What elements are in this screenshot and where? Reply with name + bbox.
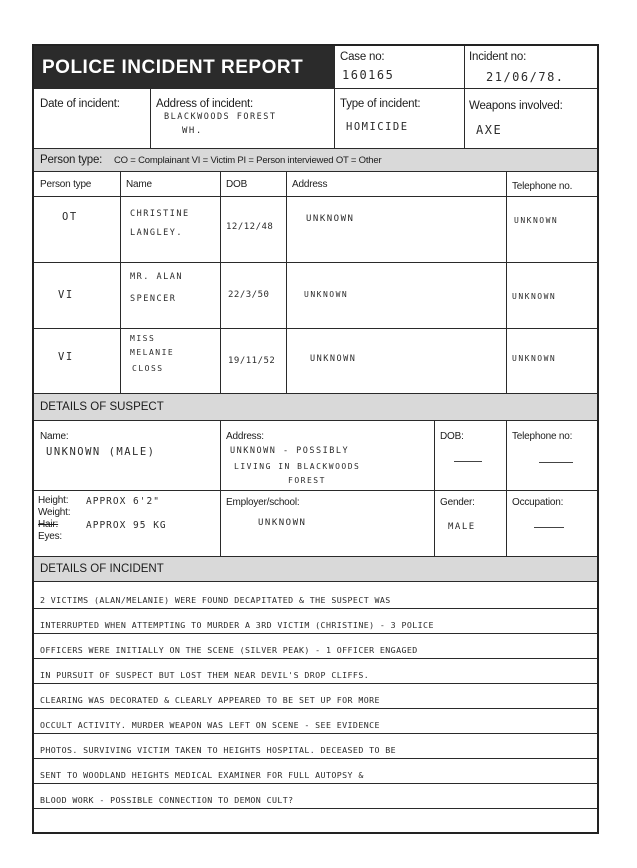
incident-line-3: OFFICERS WERE INITIALLY ON THE SCENE (SILVER PEAK) - 1 OFFICER ENGAGED — [40, 645, 418, 655]
col-person-type: Person type — [40, 179, 92, 190]
incident-line-9: BLOOD WORK - POSSIBLE CONNECTION TO DEMON CULT? — [40, 795, 294, 805]
height-label: Height: — [38, 495, 69, 506]
person-2-type: VI — [58, 289, 74, 301]
person-2-dob: 22/3/50 — [228, 290, 270, 300]
suspect-dob-label: DOB: — [440, 431, 464, 442]
suspect-address-value-2: LIVING IN BLACKWOODS — [234, 462, 361, 471]
suspect-phone-label: Telephone no: — [512, 431, 573, 442]
occupation-label: Occupation: — [512, 497, 564, 508]
person-3-type: VI — [58, 351, 74, 363]
person-1-name-2: LANGLEY. — [130, 228, 183, 238]
employer-label: Employer/school: — [226, 497, 300, 508]
incident-line-1: 2 VICTIMS (ALAN/MELANIE) WERE FOUND DECAPITATED & THE SUSPECT WAS — [40, 595, 391, 605]
incident-line-7: PHOTOS. SURVIVING VICTIM TAKEN TO HEIGHTS HOSPITAL. DECEASED TO BE — [40, 745, 397, 755]
suspect-address-value-3: FOREST — [288, 476, 326, 485]
occupation-blank — [534, 527, 564, 528]
col-dob: DOB — [226, 179, 248, 190]
weight-label: Weight: — [38, 507, 71, 518]
incident-report-form — [32, 44, 599, 834]
person-type-legend: CO = Complainant VI = Victim PI = Person interviewed OT = Other — [114, 155, 382, 166]
suspect-address-label: Address: — [226, 431, 264, 442]
report-title: POLICE INCIDENT REPORT — [42, 57, 304, 78]
person-3-address: UNKNOWN — [310, 354, 357, 364]
incident-section-title: DETAILS OF INCIDENT — [40, 563, 164, 575]
type-of-incident-value: HOMICIDE — [346, 121, 409, 133]
person-3-name-1: MISS — [130, 334, 156, 343]
eyes-label: Eyes: — [38, 531, 63, 542]
person-3-phone: UNKNOWN — [512, 354, 557, 363]
suspect-section-title: DETAILS OF SUSPECT — [40, 401, 164, 413]
person-type-legend-title: Person type: — [40, 154, 103, 166]
person-1-phone: UNKNOWN — [514, 216, 559, 225]
address-of-incident-label: Address of incident: — [156, 98, 254, 110]
case-no-value: 160165 — [342, 68, 395, 82]
incident-line-8: SENT TO WOODLAND HEIGHTS MEDICAL EXAMINER FOR FULL AUTOPSY & — [40, 770, 364, 780]
hair-label: Hair: — [38, 519, 59, 530]
person-1-name-1: CHRISTINE — [130, 209, 190, 219]
date-of-incident-label: Date of incident: — [40, 98, 120, 110]
person-3-name-3: CLOSS — [132, 364, 164, 373]
suspect-name-value: UNKNOWN (MALE) — [46, 446, 156, 458]
gender-value: MALE — [448, 522, 476, 532]
incident-no-label: Incident no: — [469, 51, 527, 63]
suspect-phone-blank — [539, 462, 573, 463]
person-1-address: UNKNOWN — [306, 214, 355, 224]
title-bar — [34, 46, 334, 88]
incident-line-4: IN PURSUIT OF SUSPECT BUT LOST THEM NEAR DEVIL'S DROP CLIFFS. — [40, 670, 370, 680]
incident-line-6: OCCULT ACTIVITY. MURDER WEAPON WAS LEFT ON SCENE - SEE EVIDENCE — [40, 720, 380, 730]
person-1-dob: 12/12/48 — [226, 222, 274, 232]
incident-no-value: 21/06/78. — [486, 70, 565, 84]
height-value: APPROX 6'2" — [86, 496, 160, 507]
case-no-label: Case no: — [340, 51, 385, 63]
col-address: Address — [292, 179, 328, 190]
address-of-incident-value-1: BLACKWOODS FOREST — [164, 112, 277, 122]
incident-line-5: CLEARING WAS DECORATED & CLEARLY APPEARED TO BE SET UP FOR MORE — [40, 695, 380, 705]
person-1-type: OT — [62, 211, 78, 223]
incident-line-2: INTERRUPTED WHEN ATTEMPTING TO MURDER A 3RD VICTIM (CHRISTINE) - 3 POLICE — [40, 620, 434, 630]
col-name: Name — [126, 179, 152, 190]
weight-value: APPROX 95 KG — [86, 520, 167, 531]
person-3-dob: 19/11/52 — [228, 356, 276, 366]
employer-value: UNKNOWN — [258, 518, 307, 528]
weapons-involved-label: Weapons involved: — [469, 100, 563, 112]
suspect-name-label: Name: — [40, 431, 69, 442]
address-of-incident-value-2: WH. — [182, 126, 203, 136]
weapons-involved-value: AXE — [476, 123, 503, 137]
person-2-name-2: SPENCER — [130, 294, 177, 304]
suspect-dob-blank — [454, 461, 482, 462]
suspect-address-value-1: UNKNOWN - POSSIBLY — [230, 446, 350, 456]
person-2-address: UNKNOWN — [304, 290, 349, 299]
type-of-incident-label: Type of incident: — [340, 98, 421, 110]
person-2-phone: UNKNOWN — [512, 292, 557, 301]
person-2-name-1: MR. ALAN — [130, 272, 183, 282]
person-3-name-2: MELANIE — [130, 348, 175, 357]
gender-label: Gender: — [440, 497, 475, 508]
col-telephone: Telephone no. — [512, 181, 573, 192]
